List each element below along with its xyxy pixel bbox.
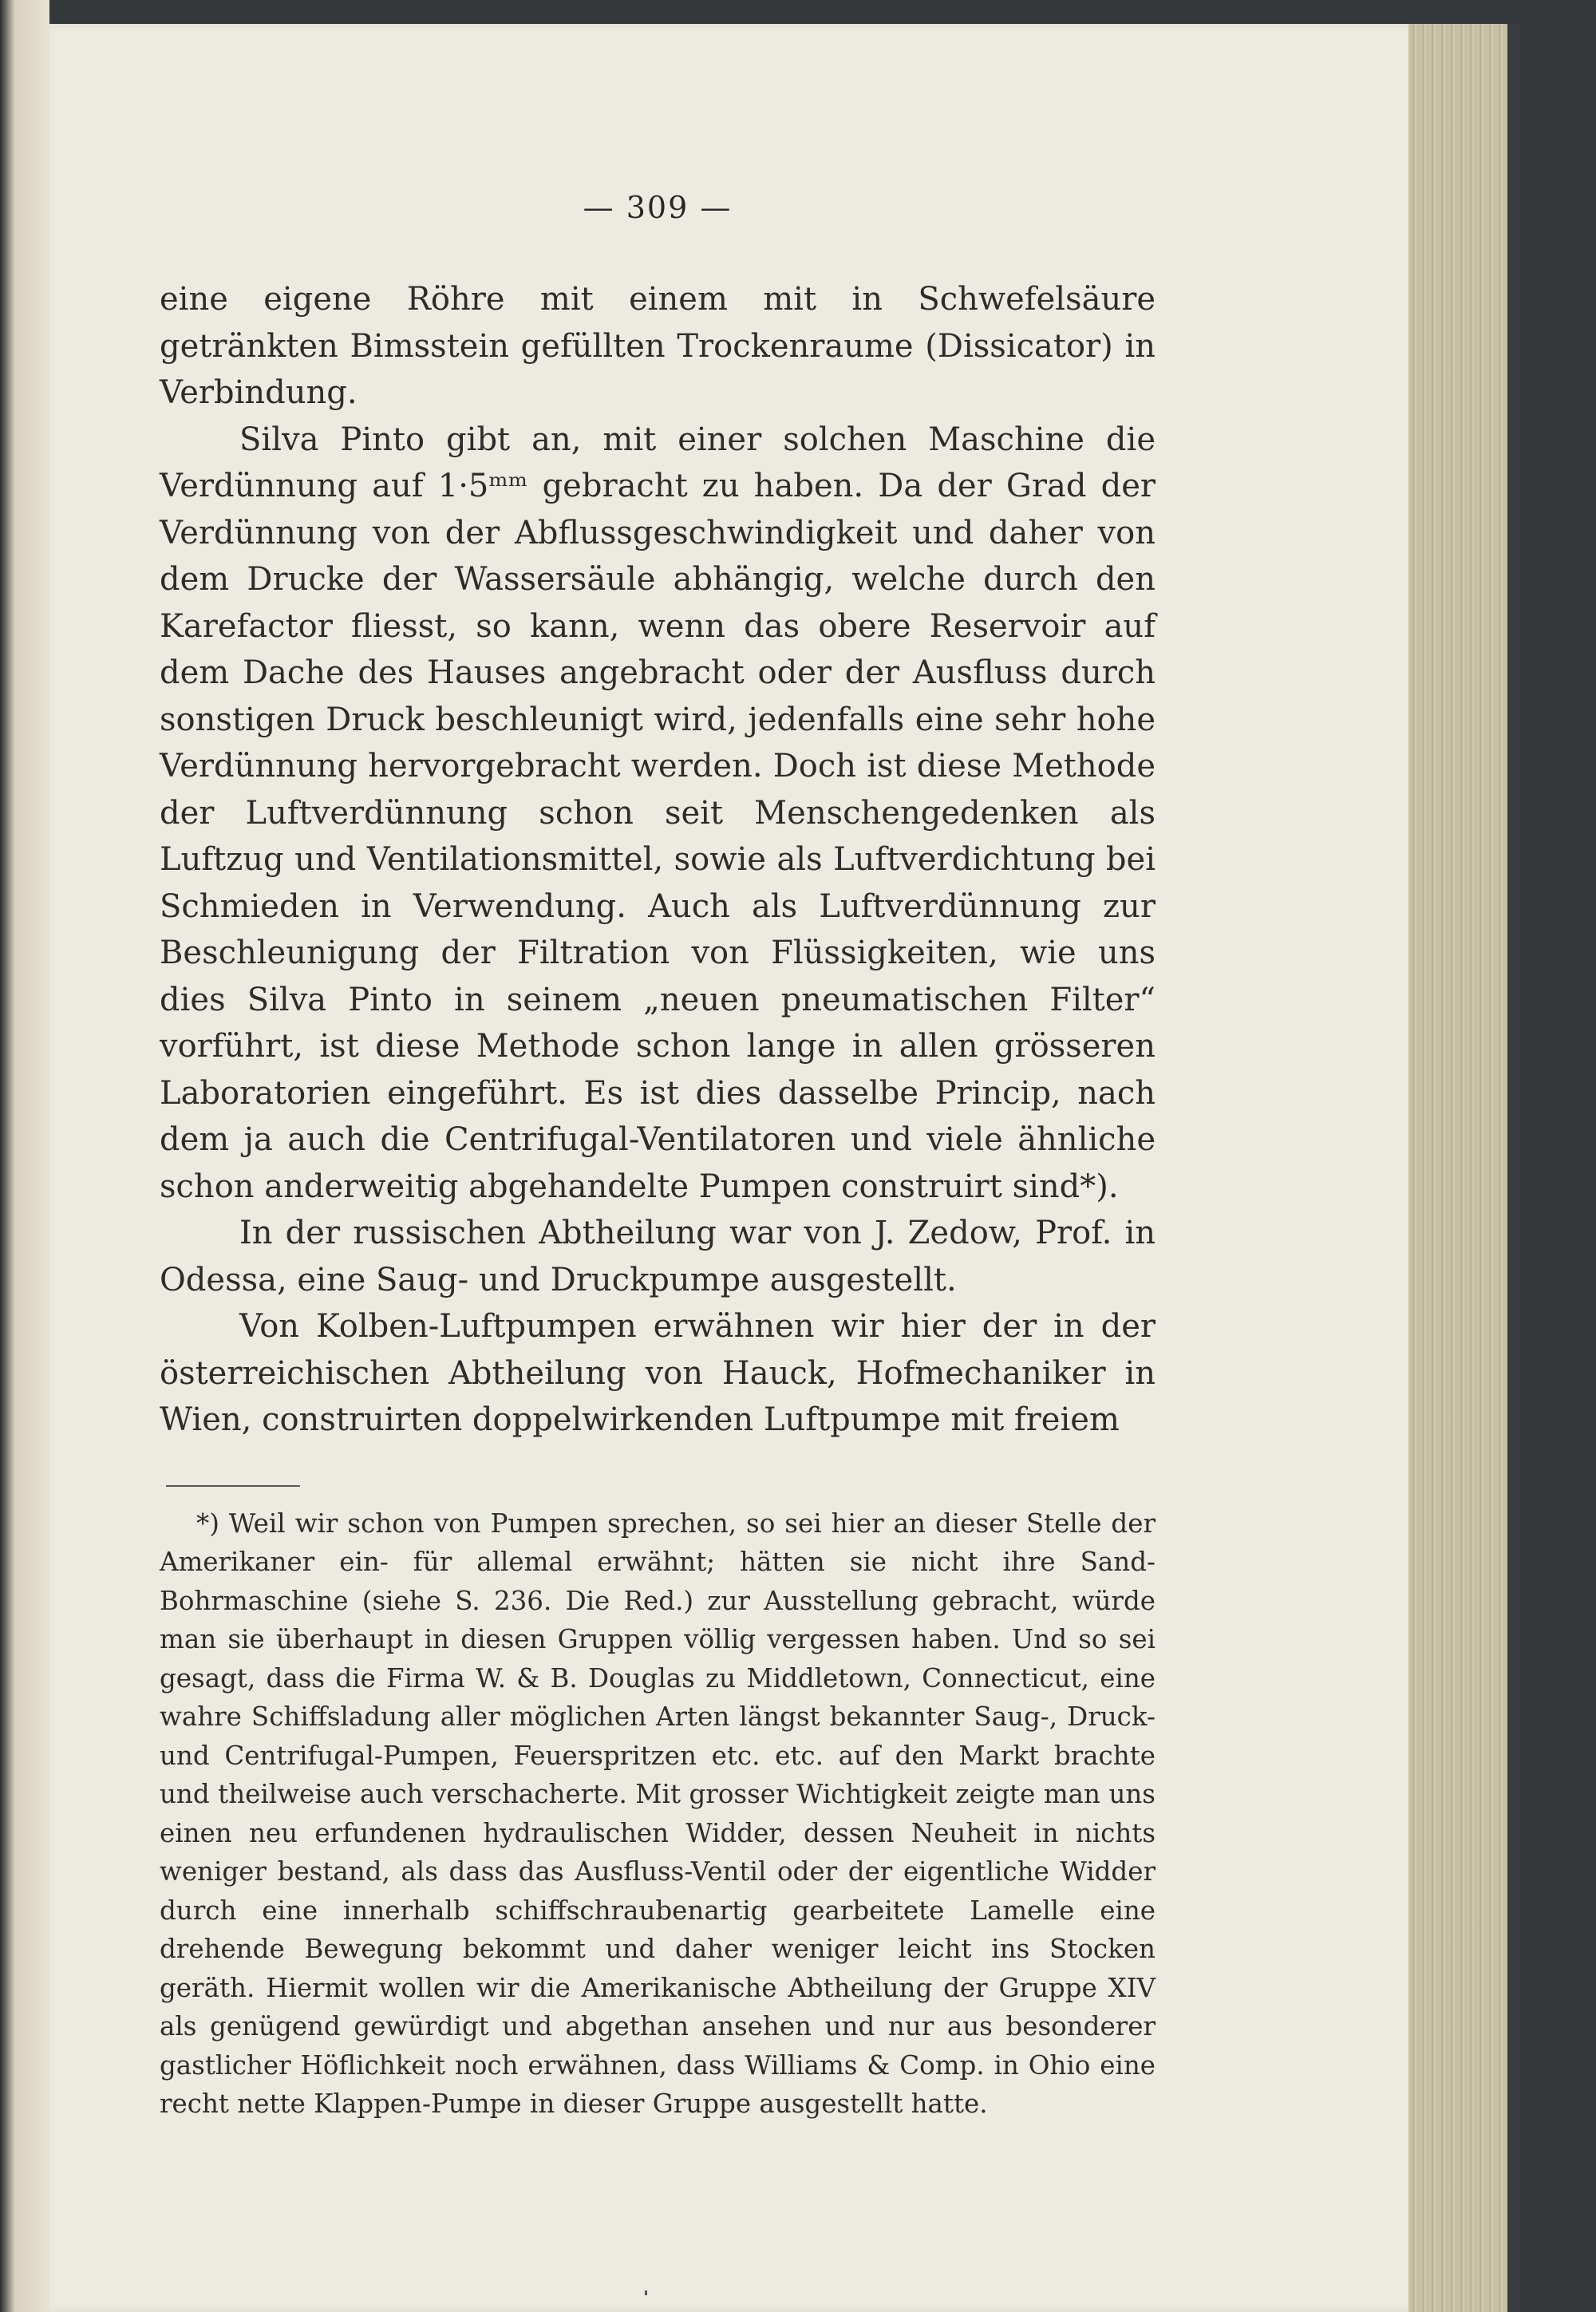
body-text [160,276,1156,1444]
paragraph-2: Silva Pinto gibt an, mit einer solchen Maschine die Verdünnung auf 1·5ᵐᵐ gebracht zu haben. Da der Grad der Verdünnung von der Abflussgeschwindigkeit und daher von dem Drucke der Wassersäule abhängig, welche durch den Karefactor fliesst, so kann, wenn das obere Reservoir auf dem Dache des Hauses angebracht oder der Ausfluss durch sonstigen Druck beschleunigt wird, jedenfalls eine sehr hohe Verdünnung hervorgebracht werden. Doch ist diese Methode der Luftverdünnung schon seit Menschengedenken als Luftzug und Ventilationsmittel, sowie als Luftverdichtung bei Schmieden in Verwendung. Auch als Luftverdünnung zur Beschleunigung der Filtration von Flüssigkeiten, wie uns dies Silva Pinto in seinem „neuen pneumatischen Filter“ vorführt, ist diese Methode schon lange in allen grösseren Laboratorien eingeführt. Es ist dies dasselbe Princip, nach dem ja auch die Centrifugal-Ventilatoren und viele ähnliche schon anderweitig abgehandelte Pumpen construirt sind*). [160,421,1156,1205]
footnote-separator [166,1485,300,1487]
speck [645,2290,647,2295]
footnote: *) Weil wir schon von Pumpen sprechen, so sei hier an dieser Stelle der Amerikaner ein- für allemal erwähnt; hätten sie nicht ihre Sand-Bohrmaschine (siehe S. 236. Die Red.) zur Ausstellung gebracht, würde man sie überhaupt in diesen Gruppen völlig vergessen haben. Und so sei gesagt, dass die Firma W. & B. Douglas zu Middletown, Connecticut, eine wahre Schiffsladung aller möglichen Arten längst bekannter Saug-, Druck- und Centrifugal-Pumpen, Feuerspritzen etc. etc. auf den Markt brachte und theilweise auch verschacherte. Mit grosser Wichtigkeit zeigte man uns einen neu erfundenen hydraulischen Widder, dessen Neuheit in nichts weniger bestand, als dass das Ausfluss-Ventil oder der eigentliche Widder durch eine innerhalb schiffschraubenartig gearbeitete Lamelle eine drehende Bewegung bekommt und daher weniger leicht ins Stocken geräth. Hiermit wollen wir die Amerikanische Abtheilung der Gruppe XIV als genügend gewürdigt und abgethan ansehen und nur aus besonderer gastlicher Höflichkeit noch erwähnen, dass Williams & Comp. in Ohio eine recht nette Klappen-Pumpe in dieser Gruppe ausgestellt hatte. [160,1508,1156,2119]
paragraph-3: In der russischen Abtheilung war von J. Zedow, Prof. in Odessa, eine Saug- und Druckpumpe ausgestellt. [160,1215,1156,1298]
page-content [160,190,1156,2124]
paragraph-1: eine eigene Röhre mit einem mit in Schwefelsäure getränkten Bimsstein gefüllten Trockenraume (Dissicator) in Verbindung. [160,281,1156,411]
page-edges [1408,24,1520,2312]
paragraph-4: Von Kolben-Luftpumpen erwähnen wir hier der in der österreichischen Abtheilung von Hauck, Hofmechaniker in Wien, construirten doppelwirkenden Luftpumpe mit freiem [160,1308,1156,1438]
page-number: — 309 — [583,190,733,225]
facing-page-edge [0,0,49,2312]
